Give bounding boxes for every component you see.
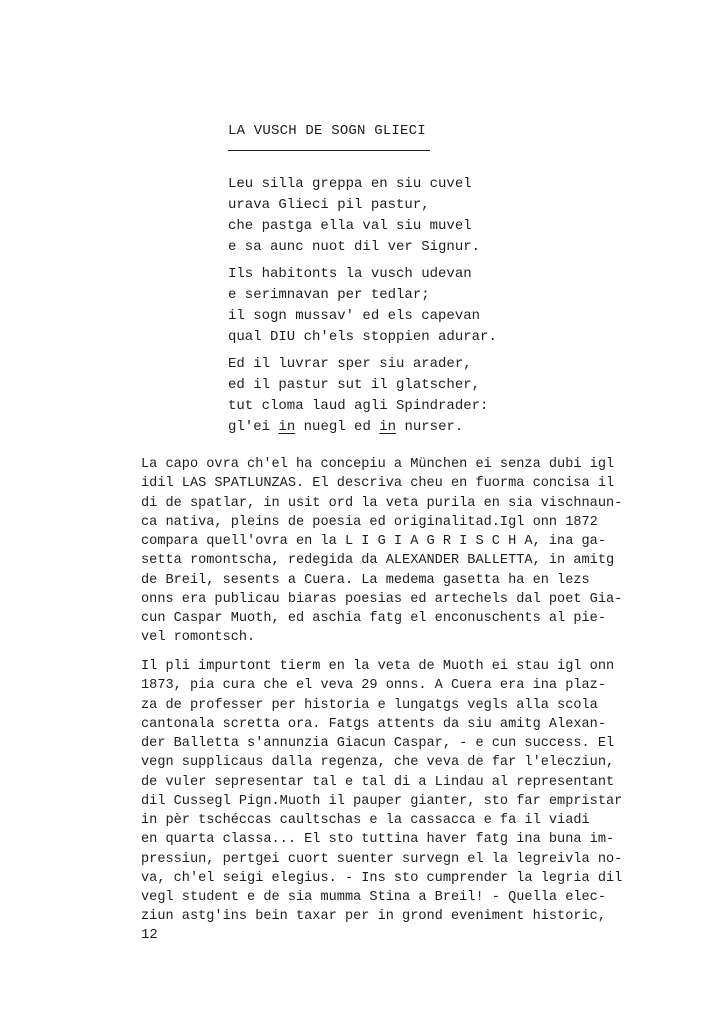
prose-line: ca nativa, pleins de poesia ed originalitad.Igl onn 1872 — [141, 514, 598, 530]
prose-line: setta romontscha, redegida da ALEXANDER BALLETTA, in amitg — [141, 553, 615, 569]
poem-line: e serimnavan per tedlar; — [228, 287, 430, 303]
prose-line: de Breil, sesents a Cuera. La medema gasetta ha en lezs — [141, 572, 590, 588]
underlined-word: in — [278, 419, 296, 435]
underlined-word: in — [379, 419, 397, 435]
poem-line: Ils habitonts la vusch udevan — [228, 266, 472, 282]
prose-line: idil LAS SPATLUNZAS. El descriva cheu en fuorma concisa il — [141, 476, 615, 492]
prose-line: en quarta classa... El sto tuttina haver fatg ina buna im- — [141, 832, 615, 848]
prose-line: pressiun, pertgei cuort suenter survegn el la legreivla no- — [141, 851, 623, 867]
poem-stanza-3 — [228, 354, 488, 438]
poem-line-segment: nurser. — [396, 419, 464, 435]
prose-line: der Balletta s'annunzia Giacun Caspar, - e cun success. El — [141, 736, 615, 751]
poem-line: qual DIU ch'els stoppien adurar. — [228, 329, 497, 345]
prose-line: onns era publicau biaras poesias ed artechels dal poet Gia- — [141, 591, 623, 607]
prose-paragraph-1 — [141, 455, 681, 648]
prose-paragraph-2 — [141, 657, 681, 927]
prose-line: dil Cussegl Pign.Muoth il pauper gianter, sto far empristar — [141, 793, 623, 809]
poem-stanza-1 — [228, 174, 480, 258]
prose-line: 1873, pia cura che el veva 29 onns. A Cuera era ina plaz- — [141, 678, 606, 694]
poem-line: ed il pastur sut il glatscher, — [228, 377, 481, 393]
poem-line: il sogn mussav' ed els capevan — [228, 308, 481, 324]
prose-line: vel romontsch. — [141, 630, 256, 646]
poem-line: Leu silla greppa en siu cuvel — [228, 176, 472, 192]
prose-line: La capo ovra ch'el ha concepiu a München ei senza dubi igl — [141, 457, 615, 472]
poem-stanza-2 — [228, 264, 497, 348]
poem-line — [228, 417, 488, 438]
prose-line: cun Caspar Muoth, ed aschia fatg el enconuschents al pie- — [141, 611, 606, 626]
prose-line: za de professer per historia e lungatgs vegls alla scola — [141, 697, 598, 713]
title-underline — [228, 150, 430, 151]
prose-line: va, ch'el seigi elegius. - Ins sto cumprender la legria dil — [141, 870, 623, 886]
prose-line: vegl student e de sia mumma Stina a Breil! - Quella elec- — [141, 890, 606, 905]
poem-line: tut cloma laud agli Spindrader: — [228, 398, 489, 414]
prose-line: compara quell'ovra en la L I G I A G R I S C H A, ina ga- — [141, 534, 606, 549]
poem-line: Ed il luvrar sper siu arader, — [228, 356, 472, 372]
prose-line: ziun astg'ins bein taxar per in grond eveniment historic, — [141, 909, 606, 925]
page-number: 12 — [141, 927, 158, 943]
prose-line: cantonala scretta ora. Fatgs attents da siu amitg Alexan- — [141, 716, 606, 732]
poem-line: e sa aunc nuot dil ver Signur. — [228, 239, 481, 255]
poem-line-segment: nuegl ed — [295, 419, 380, 435]
prose-line: di de spatlar, in usit ord la veta purila en sia vischnaun- — [141, 495, 623, 511]
poem-line: che pastga ella val siu muvel — [228, 218, 472, 234]
poem-line-segment: gl'ei — [228, 419, 279, 435]
prose-line: in pèr tschéccas caultschas e la cassacca e fa il viadi — [141, 813, 590, 828]
prose-line: Il pli impurtont tierm en la veta de Muoth ei stau igl onn — [141, 659, 615, 674]
prose-line: vegn supplicaus dalla regenza, che veva de far l'elecziun, — [141, 755, 615, 771]
poem-line: urava Glieci pil pastur, — [228, 197, 430, 213]
prose-line: de vuler sepresentar tal e tal di a Lindau al representant — [141, 774, 615, 790]
poem-title: LA VUSCH DE SOGN GLIECI — [228, 123, 426, 139]
